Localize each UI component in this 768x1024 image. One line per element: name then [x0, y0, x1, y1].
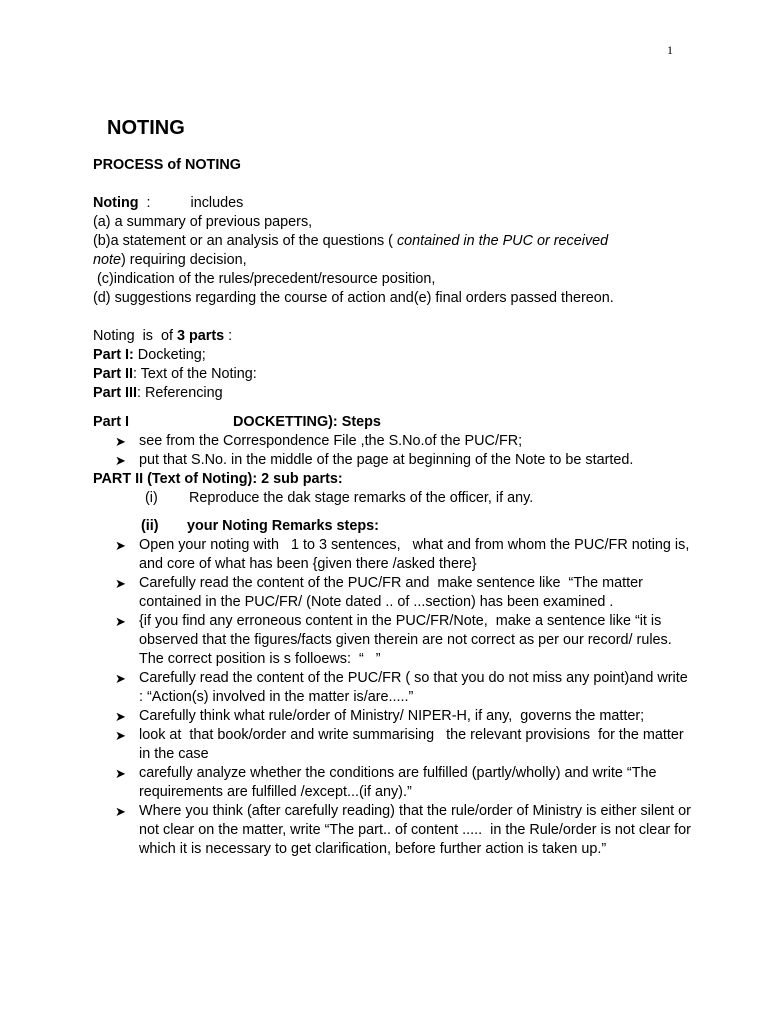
step-text: carefully analyze whether the conditions are fulfilled (partly/wholly) and write “The requirements are fulfilled /except...(if any).” [139, 765, 661, 800]
remark-step [93, 707, 693, 726]
noting-includes: : includes [138, 195, 244, 211]
remark-step [93, 726, 693, 764]
step-text: put that S.No. in the middle of the page at beginning of the Note to be started. [139, 452, 634, 468]
part-item-3 [93, 384, 693, 403]
intro-item-a: (a) a summary of previous papers, [93, 214, 313, 230]
process-heading: PROCESS of NOTING [93, 157, 241, 173]
intro-item-b [93, 232, 693, 270]
remark-step [93, 802, 693, 859]
intro-item-b-text: (b)a statement or an analysis of the questions ( [93, 233, 397, 249]
part1-step [93, 451, 693, 470]
sub-part-text: Reproduce the dak stage remarks of the officer, if any. [189, 490, 534, 506]
intro-item-b-italic-note: note [93, 252, 122, 268]
part-text: Docketing; [133, 347, 206, 363]
arrow-bullet-icon: ➤ [115, 538, 126, 553]
arrow-bullet-icon: ➤ [115, 728, 126, 743]
parts-intro-colon: : [224, 328, 233, 344]
step-text: Where you think (after carefully reading) that the rule/order of Ministry is either silent or not clear on the matter, write “The part.. of content ..... in the Rule/order is not clear for which it is necessary to get clarification, before further action is taken up.” [139, 803, 695, 857]
arrow-bullet-icon: ➤ [115, 453, 126, 468]
parts-intro-text: Noting is of [93, 328, 177, 344]
part1-heading [93, 413, 693, 432]
step-text: Carefully read the content of the PUC/FR ( so that you do not miss any point)and write : “Action(s) involved in the matter is/are.....” [139, 670, 692, 705]
arrow-bullet-icon: ➤ [115, 671, 126, 686]
remark-step [93, 669, 693, 707]
part1-heading-text: DOCKETTING): Steps [233, 414, 381, 430]
part-label: Part III [93, 385, 137, 401]
part1-heading-label: Part I [93, 414, 129, 430]
arrow-bullet-icon: ➤ [115, 709, 126, 724]
sub-part-i [93, 489, 693, 508]
sub-part-text: your Noting Remarks steps: [187, 518, 379, 534]
arrow-bullet-icon: ➤ [115, 434, 126, 449]
page-title: NOTING [107, 117, 185, 139]
intro-item-b-italic: contained in the PUC or received [396, 233, 609, 249]
sub-part-ii [93, 517, 693, 536]
part-text: : Referencing [137, 385, 223, 401]
part-label: Part I: [93, 347, 134, 363]
sub-part-number: (i) [145, 490, 158, 506]
noting-definition [93, 194, 693, 213]
intro-item-c: (c)indication of the rules/precedent/resource position, [93, 271, 436, 287]
step-text: see from the Correspondence File ,the S.No.of the PUC/FR; [139, 433, 523, 449]
part-item-2 [93, 365, 693, 384]
part-text: : Text of the Noting: [133, 366, 257, 382]
document-body [93, 156, 693, 859]
step-text: Carefully read the content of the PUC/FR and make sentence like “The matter contained in the PUC/FR/ (Note dated .. of ...section) has been examined . [139, 575, 647, 610]
intro-item-d: (d) suggestions regarding the course of action and(e) final orders passed thereon. [93, 290, 614, 306]
sub-part-number: (ii) [141, 518, 159, 534]
step-text: Carefully think what rule/order of Ministry/ NIPER-H, if any, governs the matter; [139, 708, 645, 724]
remark-step [93, 536, 693, 574]
intro-item-b-end: ) requiring decision, [121, 252, 247, 268]
part-label: Part II [93, 366, 133, 382]
arrow-bullet-icon: ➤ [115, 576, 126, 591]
remark-step [93, 764, 693, 802]
arrow-bullet-icon: ➤ [115, 766, 126, 781]
step-text: Open your noting with 1 to 3 sentences, what and from whom the PUC/FR noting is, and core of what has been {given there /asked there} [139, 537, 694, 572]
page-number: 1 [667, 43, 673, 57]
noting-label: Noting [93, 195, 139, 211]
part-item-1 [93, 346, 693, 365]
part2-heading: PART II (Text of Noting): 2 sub parts: [93, 471, 343, 487]
parts-count: 3 parts [176, 328, 225, 344]
step-text: look at that book/order and write summarising the relevant provisions for the matter in the case [139, 727, 688, 762]
parts-intro [93, 327, 693, 346]
arrow-bullet-icon: ➤ [115, 804, 126, 819]
remark-step [93, 574, 693, 612]
arrow-bullet-icon: ➤ [115, 614, 126, 629]
part1-step [93, 432, 693, 451]
step-text: {if you find any erroneous content in the PUC/FR/Note, make a sentence like “it is observed that the figures/facts given therein are not correct as per our record/ rules. The correct position is s folloews: “ ” [139, 613, 676, 667]
remark-step [93, 612, 693, 669]
